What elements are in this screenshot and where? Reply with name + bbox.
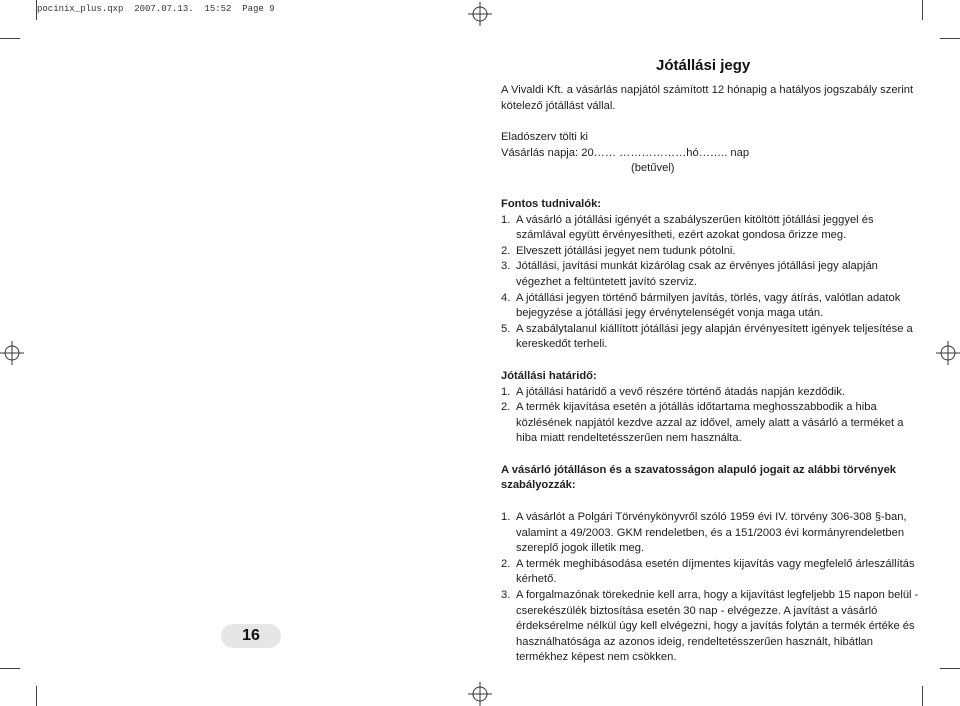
list-item-number: 3. (501, 260, 511, 273)
print-slug: pocinix_plus.qxp 2007.07.13. 15:52 Page 9 (37, 4, 275, 14)
notes-list-item (501, 291, 919, 322)
rights-list (501, 510, 919, 666)
list-item-text: Jótállási, javítási munkát kizárólag csak az érvényes jótállási jegy alapján végezhet a feltüntetett javító szerviz. (516, 260, 878, 288)
seller-section-heading: Eladószerv tölti ki (501, 131, 589, 144)
registration-mark-bottom-icon (468, 682, 492, 706)
list-item-number: 1. (501, 213, 511, 226)
crop-mark-top-left-v (36, 0, 37, 20)
notes-list-item (501, 259, 919, 290)
registration-mark-right-icon (936, 341, 960, 365)
notes-list (501, 213, 919, 353)
warranty-text-column (501, 83, 919, 666)
deadline-list-item (501, 400, 919, 447)
notes-list-item (501, 244, 919, 260)
purchase-date-line: Vásárlás napja: 20…… ………………hó…….. nap (501, 146, 750, 159)
list-item-number: 2. (501, 401, 511, 414)
list-item-number: 1. (501, 511, 511, 524)
list-item-text: A forgalmazónak törekednie kell arra, hogy a kijavítást legfeljebb 15 napon belül - cserekészülék biztosítása esetén 30 nap - elvégezze. A javítást a vásárló érdeksérelme nélkül úgy kell elvégezni, hogy a javítás folytán a termék értéke és használhatósága az azonos ideig, rendeltetésszerűen használt, hibátlan termékhez képest nem csökken. (516, 589, 919, 664)
deadline-heading: Jótállási határidő: (501, 369, 597, 382)
page-number-badge: 16 (221, 624, 281, 648)
crop-mark-bottom-left-h (0, 668, 20, 669)
crop-mark-top-right-v (922, 0, 923, 20)
list-item-number: 2. (501, 244, 511, 257)
crop-mark-top-right-h (940, 38, 960, 39)
deadline-list (501, 385, 919, 447)
crop-mark-top-left-h (0, 38, 20, 39)
rights-list-item (501, 588, 919, 666)
list-item-text: A vásárlót a Polgári Törvénykönyvről szóló 1959 évi IV. törvény 306-308 §-ban, valamint a 49/2003. GKM rendeletben, és a 151/2003 évi kormányrendeletben szereplő jogok illetik meg. (516, 511, 907, 555)
list-item-text: A termék kijavítása esetén a jótállás időtartama meghosszabbodik a hiba közlésének napjától kezdve azzal az idővel, amely alatt a vásárló a terméket a hiba miatt rendeltetésszerűen nem használta. (516, 401, 904, 445)
list-item-number: 1. (501, 385, 511, 398)
rights-list-item (501, 557, 919, 588)
list-item-number: 5. (501, 322, 511, 335)
notes-list-item (501, 213, 919, 244)
list-item-text: A jótállási jegyen történő bármilyen javítás, törlés, vagy átírás, valótlan adatok bejegyzése a jótállási jegy érvénytelenségét vonja maga után. (516, 291, 901, 320)
registration-mark-top-icon (468, 2, 492, 26)
list-item-number: 2. (501, 557, 511, 570)
list-item-number: 4. (501, 291, 511, 304)
list-item-text: A termék meghibásodása esetén díjmentes kijavítás vagy megfelelő árleszállítás kérhető. (516, 557, 915, 586)
deadline-list-item (501, 385, 919, 401)
list-item-number: 3. (501, 589, 511, 602)
registration-mark-left-icon (0, 341, 24, 365)
crop-mark-bottom-right-v (922, 686, 923, 706)
intro-paragraph: A Vivaldi Kft. a vásárlás napjától számított 12 hónapig a hatályos jogszabály szerint kötelező jótállást vállal. (501, 84, 914, 112)
list-item-text: Elveszett jótállási jegyet nem tudunk pótolni. (516, 244, 736, 257)
purchase-date-note: (betűvel) (631, 162, 675, 175)
notes-heading: Fontos tudnivalók: (501, 197, 602, 210)
rights-heading: A vásárló jótálláson és a szavatosságon alapuló jogait az alábbi törvények szabályozzák: (501, 463, 897, 492)
document-title: Jótállási jegy (656, 57, 751, 74)
notes-list-item (501, 322, 919, 353)
list-item-text: A vásárló a jótállási igényét a szabályszerűen kitöltött jótállási jeggyel és számlával együtt érvényesítheti, ezért azokat gondosa őrizze meg. (516, 213, 874, 242)
list-item-text: A szabálytalanul kiállított jótállási jegy alapján érvényesített igények teljesítése a kereskedőt terheli. (516, 322, 913, 351)
rights-list-item (501, 510, 919, 557)
crop-mark-bottom-left-v (36, 686, 37, 706)
crop-mark-bottom-right-h (940, 668, 960, 669)
list-item-text: A jótállási határidő a vevő részére történő átadás napján kezdődik. (516, 385, 845, 398)
